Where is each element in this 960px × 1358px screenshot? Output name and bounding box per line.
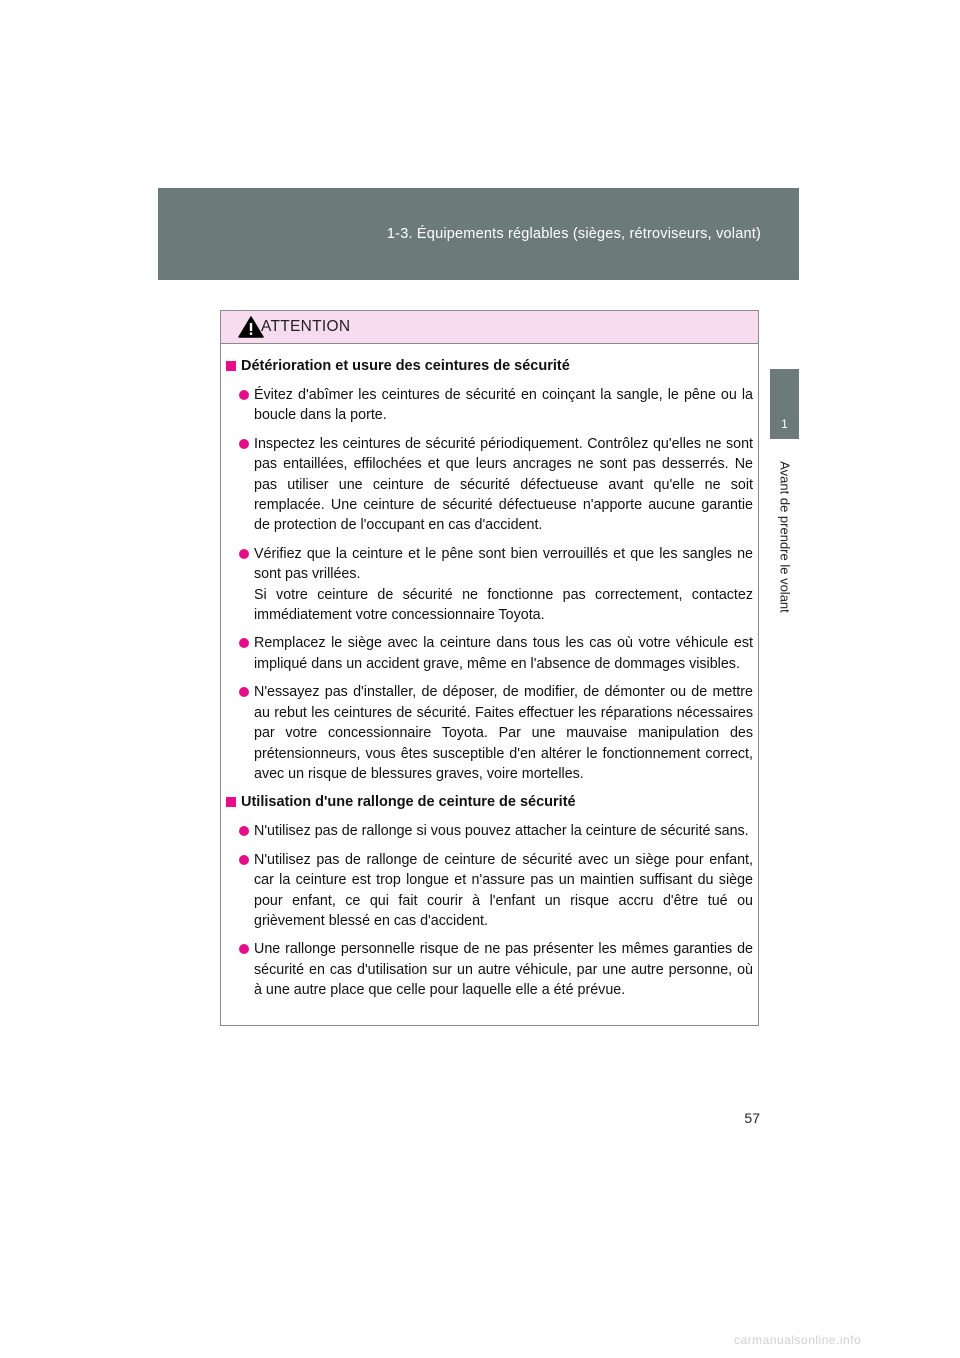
warning-box [220,310,759,1026]
list-item: Une rallonge personnelle risque de ne pas présenter les mêmes garanties de sécurité en cas d'utilisation sur un autre véhicule, par une autre personne, où à une autre place que celle pour laquelle elle a été prévue. [225,939,754,1000]
watermark: carmanualsonline.info [734,1333,862,1347]
chapter-label: Avant de prendre le volant [777,461,793,613]
list-item: Inspectez les ceintures de sécurité périodiquement. Contrôlez qu'elles ne sont pas entaillées, effilochées et que leurs ancrages ne sont pas desserrés. Ne pas utiliser une ceinture de sécurité défectueuse avant qu'elle ne soit remplacée. Une ceinture de sécurité défectueuse n'apporte aucune garantie de protection de l'occupant en cas d'accident. [225,434,754,536]
section-heading: Détérioration et usure des ceintures de sécurité [225,356,754,376]
section-title: 1-3. Équipements réglables (sièges, rétroviseurs, volant) [386,226,761,242]
round-bullet-icon [239,855,249,865]
warning-body [221,344,758,1001]
list-item: Évitez d'abîmer les ceintures de sécurité en coinçant la sangle, le pêne ou la boucle dans la porte. [225,385,754,426]
square-bullet-icon [226,361,236,371]
round-bullet-icon [239,390,249,400]
page-number: 57 [744,1110,760,1126]
square-bullet-icon [226,797,236,807]
section-belt-wear [225,356,754,784]
warning-title: ATTENTION [261,318,351,335]
section-heading: Utilisation d'une rallonge de ceinture de sécurité [225,792,754,812]
round-bullet-icon [239,549,249,559]
list-item: Vérifiez que la ceinture et le pêne sont bien verrouillés et que les sangles ne sont pas vrillées. Si votre ceinture de sécurité ne fonctionne pas correctement, contactez immédiatement votre concessionnaire Toyota. [225,544,754,626]
round-bullet-icon [239,944,249,954]
section-belt-extender [225,792,754,1000]
list-item: N'essayez pas d'installer, de déposer, de modifier, de démonter ou de mettre au rebut les ceintures de sécurité. Faites effectuer les réparations nécessaires par votre concessionnaire Toyota. Par une mauvaise manipulation des prétensionneurs, vous êtes susceptible d'en altérer le fonctionnement correct, avec un risque de blessures graves, voire mortelles. [225,682,754,784]
warning-header [221,311,758,344]
chapter-header-band [158,188,799,280]
round-bullet-icon [239,638,249,648]
round-bullet-icon [239,687,249,697]
round-bullet-icon [239,439,249,449]
list-item: N'utilisez pas de rallonge de ceinture de sécurité avec un siège pour enfant, car la ceinture est trop longue et n'assure pas un maintien suffisant du siège pour enfant, ce qui fait courir à l'enfant un risque accru d'être tué ou grièvement blessé en cas d'accident. [225,850,754,932]
chapter-number: 1 [781,417,788,431]
chapter-tab [770,369,799,439]
round-bullet-icon [239,826,249,836]
list-item: Remplacez le siège avec la ceinture dans tous les cas où votre véhicule est impliqué dans un accident grave, même en l'absence de dommages visibles. [225,633,754,674]
list-item: N'utilisez pas de rallonge si vous pouvez attacher la ceinture de sécurité sans. [225,821,754,841]
